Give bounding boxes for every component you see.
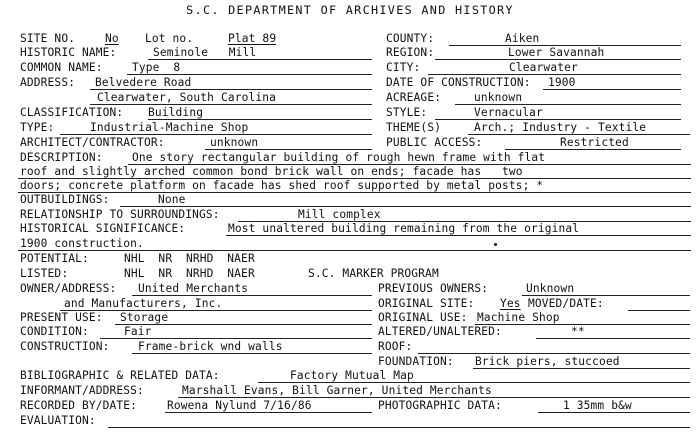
construction-date-value: 1900 — [548, 76, 576, 89]
original-use-label: ORIGINAL USE: — [378, 311, 468, 324]
previous-owners-label: PREVIOUS OWNERS: — [378, 282, 489, 295]
site-no-label: SITE NO. — [20, 32, 76, 45]
region-label: REGION: — [386, 46, 435, 59]
bibliographic-value: Factory Mutual Map — [290, 369, 414, 382]
description-line2: roof and slightly arched common bond brick wall on ends; facade has two — [20, 165, 523, 178]
condition-value: Fair — [124, 325, 152, 338]
classification-value: Building — [148, 106, 204, 119]
photographic-label: PHOTOGRAPHIC DATA: — [378, 399, 502, 412]
construction-value: Frame-brick wnd walls — [138, 340, 283, 353]
informant-value: Marshall Evans, Bill Garner, United Merchants — [182, 384, 492, 397]
description-line3: doors; concrete platform on facade has shed roof supported by metal posts; * — [20, 179, 544, 192]
description-line1: One story rectangular building of rough hewn frame with flat — [132, 151, 546, 164]
city-label: CITY: — [386, 61, 421, 74]
owner-label: OWNER/ADDRESS: — [20, 282, 117, 295]
relationship-value: Mill complex — [298, 208, 381, 221]
acreage-value: unknown — [474, 91, 523, 104]
type-value: Industrial-Machine Shop — [90, 121, 249, 134]
style-label: STYLE: — [386, 106, 428, 119]
construction-label: CONSTRUCTION: — [20, 340, 110, 353]
site-no-value: No — [105, 32, 119, 45]
significance-line1: Most unaltered building remaining from the original — [228, 222, 580, 235]
acreage-label: ACREAGE: — [386, 91, 442, 104]
architect-value: unknown — [210, 136, 259, 149]
altered-label: ALTERED/UNALTERED: — [378, 325, 502, 338]
owner-line2: and Manufacturers, Inc. — [64, 297, 223, 310]
potential-label: POTENTIAL: — [20, 252, 89, 265]
city-value: Clearwater — [509, 61, 578, 74]
common-name-value: Type 8 — [132, 61, 181, 74]
altered-value: ** — [571, 325, 585, 338]
county-label: COUNTY: — [386, 32, 435, 45]
significance-line2: 1900 construction. — [20, 237, 144, 250]
type-label: TYPE: — [20, 121, 55, 134]
recorded-value: Rowena Nylund 7/16/86 — [167, 399, 312, 412]
style-value: Vernacular — [474, 106, 543, 119]
description-label: DESCRIPTION: — [20, 151, 103, 164]
foundation-value: Brick piers, stuccoed — [475, 355, 620, 368]
lot-no-value: Plat 89 — [228, 32, 277, 45]
page-title: S.C. DEPARTMENT OF ARCHIVES AND HISTORY — [186, 3, 514, 17]
listed-options: NHL NR NRHD NAER — [124, 267, 255, 280]
roof-label: ROOF: — [378, 340, 413, 353]
original-site-label: ORIGINAL SITE: — [378, 297, 475, 310]
relationship-label: RELATIONSHIP TO SURROUNDINGS: — [20, 208, 220, 221]
marker-program-label: S.C. MARKER PROGRAM — [308, 267, 439, 280]
original-site-value: Yes — [500, 297, 521, 310]
themes-value: Arch.; Industry - Textile — [474, 121, 647, 134]
owner-line1: United Merchants — [138, 282, 249, 295]
significance-label: HISTORICAL SIGNIFICANCE: — [20, 222, 186, 235]
outbuildings-label: OUTBUILDINGS: — [20, 193, 110, 206]
original-use-value: Machine Shop — [477, 311, 560, 324]
address-line1: Belvedere Road — [95, 76, 192, 89]
present-use-value: Storage — [120, 311, 169, 324]
common-name-label: COMMON NAME: — [20, 61, 103, 74]
photographic-value: 1 35mm b&w — [563, 399, 632, 412]
county-value: Aiken — [505, 32, 540, 45]
outbuildings-value: None — [158, 193, 186, 206]
condition-label: CONDITION: — [20, 325, 89, 338]
lot-no-label: Lot no. — [145, 32, 194, 45]
listed-label: LISTED: — [20, 267, 69, 280]
architect-label: ARCHITECT/CONTRACTOR: — [20, 136, 165, 149]
informant-label: INFORMANT/ADDRESS: — [20, 384, 144, 397]
potential-options: NHL NR NRHD NAER — [124, 252, 255, 265]
foundation-label: FOUNDATION: — [378, 355, 454, 368]
evaluation-label: EVALUATION: — [20, 414, 96, 427]
bibliographic-label: BIBLIOGRAPHIC & RELATED DATA: — [20, 369, 220, 382]
region-value: Lower Savannah — [508, 46, 605, 59]
historic-name-label: HISTORIC NAME: — [20, 46, 117, 59]
address-line2: Clearwater, South Carolina — [97, 91, 277, 104]
address-label: ADDRESS: — [20, 76, 76, 89]
present-use-label: PRESENT USE: — [20, 311, 103, 324]
public-access-value: Restricted — [560, 136, 629, 149]
historic-name-value: Seminole Mill — [153, 46, 257, 59]
previous-owners-value: Unknown — [526, 282, 575, 295]
public-access-label: PUBLIC ACCESS: — [386, 136, 483, 149]
classification-label: CLASSIFICATION: — [20, 106, 124, 119]
recorded-label: RECORDED BY/DATE: — [20, 399, 138, 412]
construction-date-label: DATE OF CONSTRUCTION: — [386, 76, 531, 89]
moved-date-label: MOVED/DATE: — [528, 297, 604, 310]
themes-label: THEME(S) — [386, 121, 442, 134]
